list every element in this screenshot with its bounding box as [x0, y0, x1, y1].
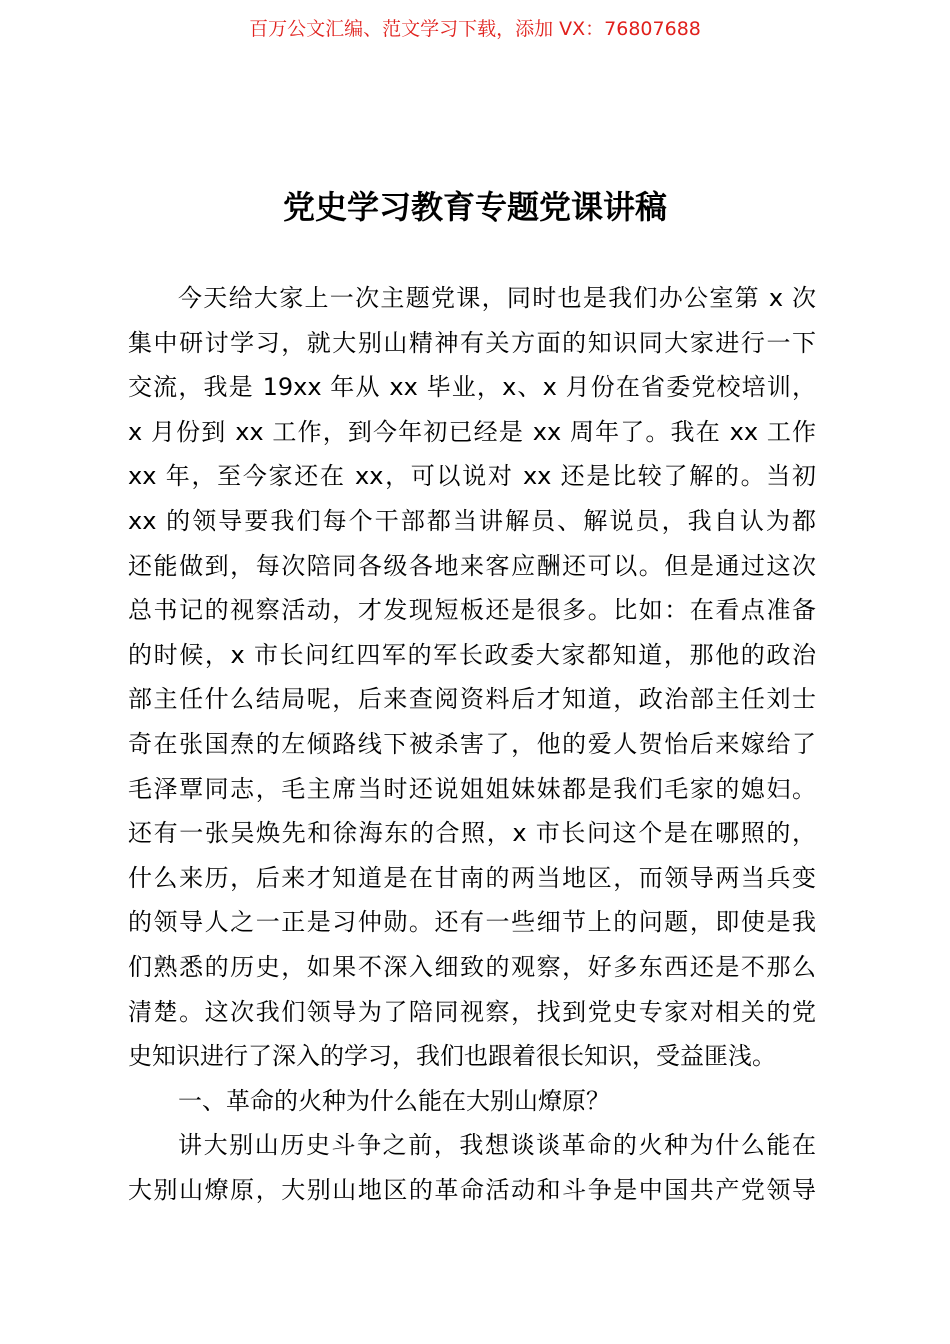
document-body — [128, 276, 816, 1212]
text-line: 总书记的视察活动，才发现短板还是很多。比如：在看点准备 — [128, 596, 816, 625]
text-line: x 月份到 xx 工作，到今年初已经是 xx 周年了。我在 xx 工作 — [128, 417, 816, 446]
section-heading: 一、革命的火种为什么能在大别山燎原？ — [178, 1086, 610, 1115]
text-line: 奇在张国焘的左倾路线下被杀害了，他的爱人贺怡后来嫁给了 — [128, 729, 816, 758]
text-line: 什么来历，后来才知道是在甘南的两当地区，而领导两当兵变 — [128, 863, 816, 892]
text-line: 毛泽覃同志，毛主席当时还说姐姐妹妹都是我们毛家的媳妇。 — [128, 774, 816, 803]
text-line: 还有一张吴焕先和徐海东的合照，x 市长问这个是在哪照的， — [128, 819, 816, 848]
text-line: 部主任什么结局呢，后来查阅资料后才知道，政治部主任刘士 — [128, 685, 816, 714]
text-line: 清楚。这次我们领导为了陪同视察，找到党史专家对相关的党 — [128, 997, 816, 1026]
text-line: 讲大别山历史斗争之前，我想谈谈革命的火种为什么能在 — [178, 1131, 816, 1160]
text-line: 还能做到，每次陪同各级各地来客应酬还可以。但是通过这次 — [128, 551, 816, 580]
text-line: 们熟悉的历史，如果不深入细致的观察，好多东西还是不那么 — [128, 952, 816, 981]
text-line: 的时候，x 市长问红四军的军长政委大家都知道，那他的政治 — [128, 640, 816, 669]
watermark-banner: 百万公文汇编、范文学习下载，添加 VX：76807688 — [249, 18, 701, 40]
text-line: 集中研讨学习，就大别山精神有关方面的知识同大家进行一下 — [128, 328, 816, 357]
text-line: 交流，我是 19xx 年从 xx 毕业，x、x 月份在省委党校培训， — [128, 373, 816, 402]
text-line: 今天给大家上一次主题党课，同时也是我们办公室第 x 次 — [178, 284, 816, 312]
text-line: 大别山燎原，大别山地区的革命活动和斗争是中国共产党领导 — [128, 1175, 816, 1204]
text-line: xx 的领导要我们每个干部都当讲解员、解说员，我自认为都 — [128, 506, 816, 535]
text-line: 史知识进行了深入的学习，我们也跟着很长知识，受益匪浅。 — [128, 1042, 776, 1071]
text-line: 的领导人之一正是习仲勋。还有一些细节上的问题，即使是我 — [128, 908, 816, 937]
text-line: xx 年，至今家还在 xx，可以说对 xx 还是比较了解的。当初 — [128, 462, 816, 491]
document-title: 党史学习教育专题党课讲稿 — [282, 188, 667, 226]
